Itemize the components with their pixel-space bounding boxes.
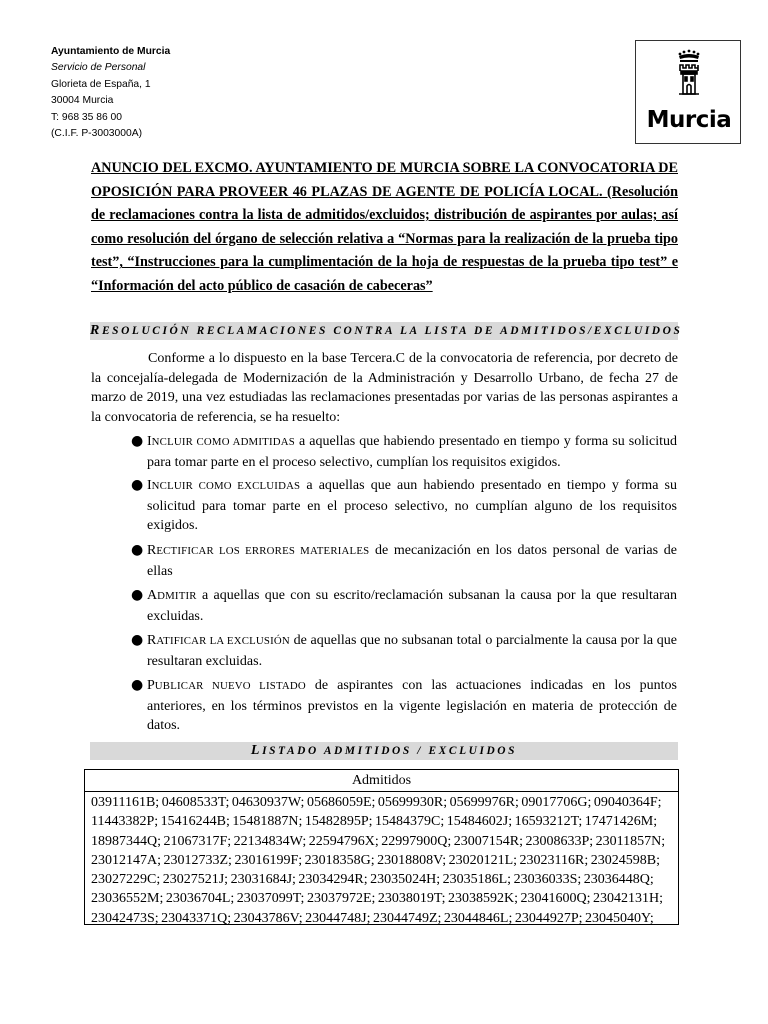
intro-paragraph: Conforme a lo dispuesto en la base Tercera.C de la convocatoria de referencia, por decreto de la concejalía-delegada de Modernización de la Administración y Desarrollo Urbano, de fecha 27 de marzo de 2019, una vez estudiadas las reclamaciones presentadas por varias de las personas aspirantes a la convocatoria de referencia, se ha resuelto: <box>91 351 678 426</box>
item-lead: DMITIR <box>157 590 197 602</box>
table-cell <box>85 792 678 928</box>
section-heading-listado <box>90 742 678 760</box>
item-text: a aquellas que habiendo presentado en tiempo y forma su solicitud para tomar parte en el proceso selectivo, cumplían los requisitos exigidos. <box>147 434 677 470</box>
bullet-icon: ● <box>131 632 144 648</box>
list-item <box>131 676 677 736</box>
bullet-icon: ● <box>131 542 144 558</box>
address-line: Glorieta de España, 1 <box>51 78 151 90</box>
table-row: 23027229C; 23027521J; 23031684J; 23034294R; 23035024H; 23035186L; 23036033S; 23036448Q; <box>91 872 654 888</box>
table-row: 03911161B; 04608533T; 04630937W; 05686059E; 05699930R; 05699976R; 09017706G; 09040364F; <box>91 795 662 810</box>
item-lead-initial: R <box>147 543 157 558</box>
department-name: Servicio de Personal <box>51 62 146 74</box>
section-heading-initial: L <box>250 743 263 758</box>
item-lead: ATIFICAR LA EXCLUSIÓN <box>156 635 290 647</box>
list-item <box>131 432 677 472</box>
table-row: 23012147A; 23012733Z; 23016199F; 23018358G; 23018808V; 23020121L; 23023116R; 23024598B; <box>91 852 660 868</box>
list-item <box>131 586 677 626</box>
item-text: a aquellas que aun habiendo presentado en tiempo y forma su solicitud para tomar parte en el proceso selectivo, no cumplían alguno de los requisitos exigidos. <box>147 478 677 534</box>
item-text: a aquellas que con su escrito/reclamación subsanan la causa por la que resultaran excluidas. <box>147 588 677 624</box>
announcement-title: ANUNCIO DEL EXCMO. AYUNTAMIENTO DE MURCIA SOBRE LA CONVOCATORIA DE OPOSICIÓN PARA PROVEER 46 PLAZAS DE AGENTE DE POLICÍA LOCAL. (Resolución de reclamaciones contra la lista de admitidos/excluidos; distribución de aspirantes por aulas; así como resolución del órgano de selección relativa a “Normas para la realización de la prueba tipo test”, “Instrucciones para la cumplimentación de la hoja de respuestas de la prueba tipo test” e “Información del acto público de casación de cabeceras” <box>91 160 678 294</box>
section-heading-text: ISTADO ADMITIDOS / EXCLUIDOS <box>262 745 518 757</box>
org-name: Ayuntamiento de Murcia <box>51 46 171 57</box>
city-line: 30004 Murcia <box>51 95 114 107</box>
list-item <box>131 476 677 536</box>
item-text: de aspirantes con las actuaciones indicadas en los puntos anteriores, en los términos previstos en la vigente legislación en materia de protección de datos. <box>147 678 677 734</box>
bullet-icon: ● <box>131 477 144 493</box>
bullet-icon: ● <box>131 433 144 449</box>
organization-header <box>51 44 311 142</box>
item-lead: UBLICAR NUEVO LISTADO <box>154 680 306 692</box>
table-row: 23036552M; 23036704L; 23037099T; 23037972E; 23038019T; 23038592K; 23041600Q; 23042131H; <box>91 891 664 907</box>
item-lead: ECTIFICAR LOS ERRORES MATERIALES <box>156 545 370 557</box>
item-lead-initial: I <box>147 478 152 493</box>
logo-wordmark: Murcia <box>646 107 732 133</box>
section-heading-resolucion <box>90 322 683 340</box>
section-heading-text: ESOLUCIÓN RECLAMACIONES CONTRA LA LISTA DE ADMITIDOS/EXCLUIDOS <box>101 325 683 337</box>
phone-line: T: 968 35 86 00 <box>51 111 122 123</box>
section-heading-initial: R <box>90 323 102 338</box>
item-lead-initial: R <box>147 633 157 648</box>
table-row: 23042473S; 23043371Q; 23043786V; 23044748J; 23044749Z; 23044846L; 23044927P; 23045040Y; <box>91 910 654 926</box>
item-lead-initial: A <box>147 588 158 603</box>
bullet-icon: ● <box>131 587 144 603</box>
item-text: de aquellas que no subsanan total o parcialmente la causa por la que resultaran excluidas. <box>147 633 678 669</box>
item-lead: NCLUIR COMO ADMITIDAS <box>151 436 295 448</box>
table-row: 11443382P; 15416244B; 15481887N; 15482895P; 15484379C; 15484602J; 16593212T; 17471426M; <box>91 814 658 830</box>
item-lead: NCLUIR COMO EXCLUIDAS <box>151 480 301 492</box>
list-item <box>131 631 678 671</box>
item-lead-initial: I <box>147 434 152 449</box>
table-row: 18987344Q; 21067317F; 22134834W; 22594796X; 22997900Q; 23007154R; 23008633P; 23011857N; <box>91 833 666 849</box>
item-text: de mecanización en los datos personal de varias de ellas <box>147 543 677 579</box>
murcia-logo <box>635 40 741 144</box>
bullet-icon: ● <box>131 677 144 693</box>
table-header: Admitidos <box>85 770 678 792</box>
cif-line: (C.I.F. P-3003000A) <box>51 128 142 140</box>
list-item <box>131 541 677 581</box>
item-lead-initial: P <box>147 678 155 693</box>
admitidos-table <box>84 769 679 925</box>
